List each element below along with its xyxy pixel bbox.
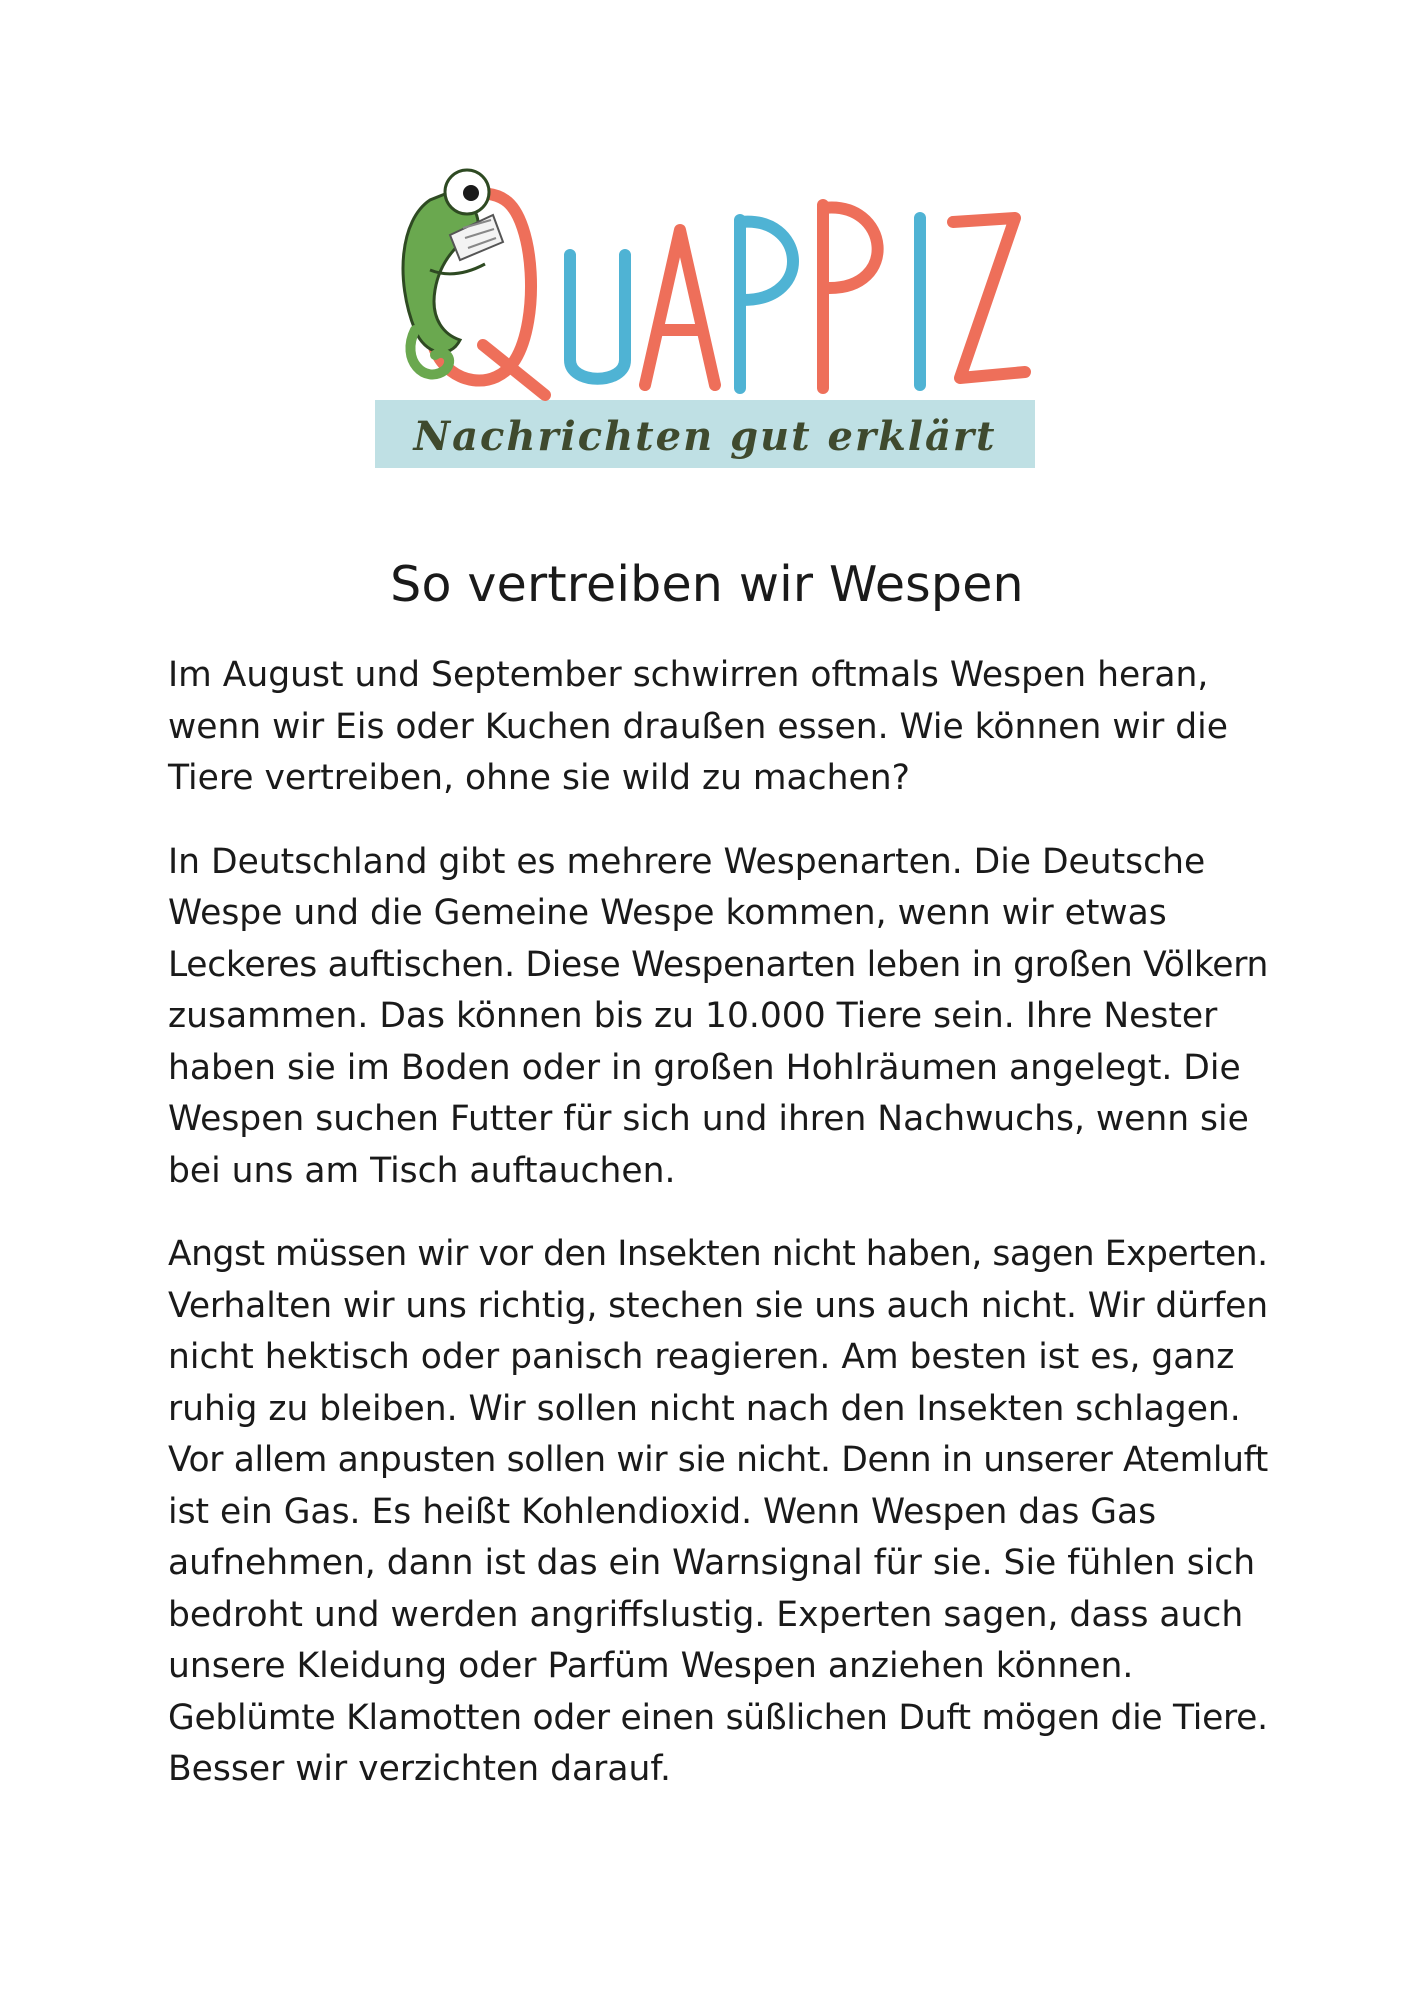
paragraph-1 [168,650,1268,805]
letter-z [953,218,1025,378]
text-line: bei uns am Tisch auftauchen. [168,1150,676,1191]
text-line: ruhig zu bleiben. Wir sollen nicht nach den Insekten schlagen. [168,1388,1241,1429]
text-line: Im August und September schwirren oftmals Wespen heran, [168,655,1209,695]
letter-p-2 [823,205,878,388]
text-line: Leckeres auftischen. Diese Wespenarten leben in großen Völkern [168,944,1269,985]
text-line: haben sie im Boden oder in großen Hohlräumen angelegt. Die [168,1047,1241,1088]
text-line: Tiere vertreiben, ohne sie wild zu machen? [168,758,910,798]
text-line: In Deutschland gibt es mehrere Wespenarten. Die Deutsche [168,841,1206,882]
quappiz-logo [375,160,1045,480]
text-line: Besser wir verzichten darauf. [168,1749,671,1789]
logo-tagline: Nachrichten gut erklärt [413,413,997,460]
text-line: nicht hektisch oder panisch reagieren. Am besten ist es, ganz [168,1337,1235,1377]
paragraph-2 [168,837,1268,1198]
letter-a [645,230,715,385]
text-line: Wespe und die Gemeine Wespe kommen, wenn wir etwas [168,893,1167,933]
text-line: ist ein Gas. Es heißt Kohlendioxid. Wenn Wespen das Gas [168,1491,1157,1532]
text-line: Geblümte Klamotten oder einen süßlichen Duft mögen die Tiere. [168,1697,1268,1738]
paragraph-3 [168,1229,1268,1796]
article-title: So vertreiben wir Wespen [390,556,1024,613]
text-line: unsere Kleidung oder Parfüm Wespen anziehen können. [168,1646,1134,1686]
text-line: Angst müssen wir vor den Insekten nicht haben, sagen Experten. [168,1234,1268,1274]
text-line: Wespen suchen Futter für sich und ihren Nachwuchs, wenn sie [168,1099,1249,1139]
text-line: aufnehmen, dann ist das ein Warnsignal für sie. Sie fühlen sich [168,1543,1256,1583]
letter-p-1 [740,220,793,388]
text-line: Verhalten wir uns richtig, stechen sie uns auch nicht. Wir dürfen [168,1285,1268,1326]
text-line: Vor allem anpusten sollen wir sie nicht. Denn in unserer Atemluft [168,1440,1268,1480]
text-line: wenn wir Eis oder Kuchen draußen essen. Wie können wir die [168,706,1228,747]
letter-u [570,255,625,379]
text-line: zusammen. Das können bis zu 10.000 Tiere sein. Ihre Nester [168,996,1218,1036]
text-line: bedroht und werden angriffslustig. Experten sagen, dass auch [168,1594,1244,1635]
article-body [168,650,1268,1828]
